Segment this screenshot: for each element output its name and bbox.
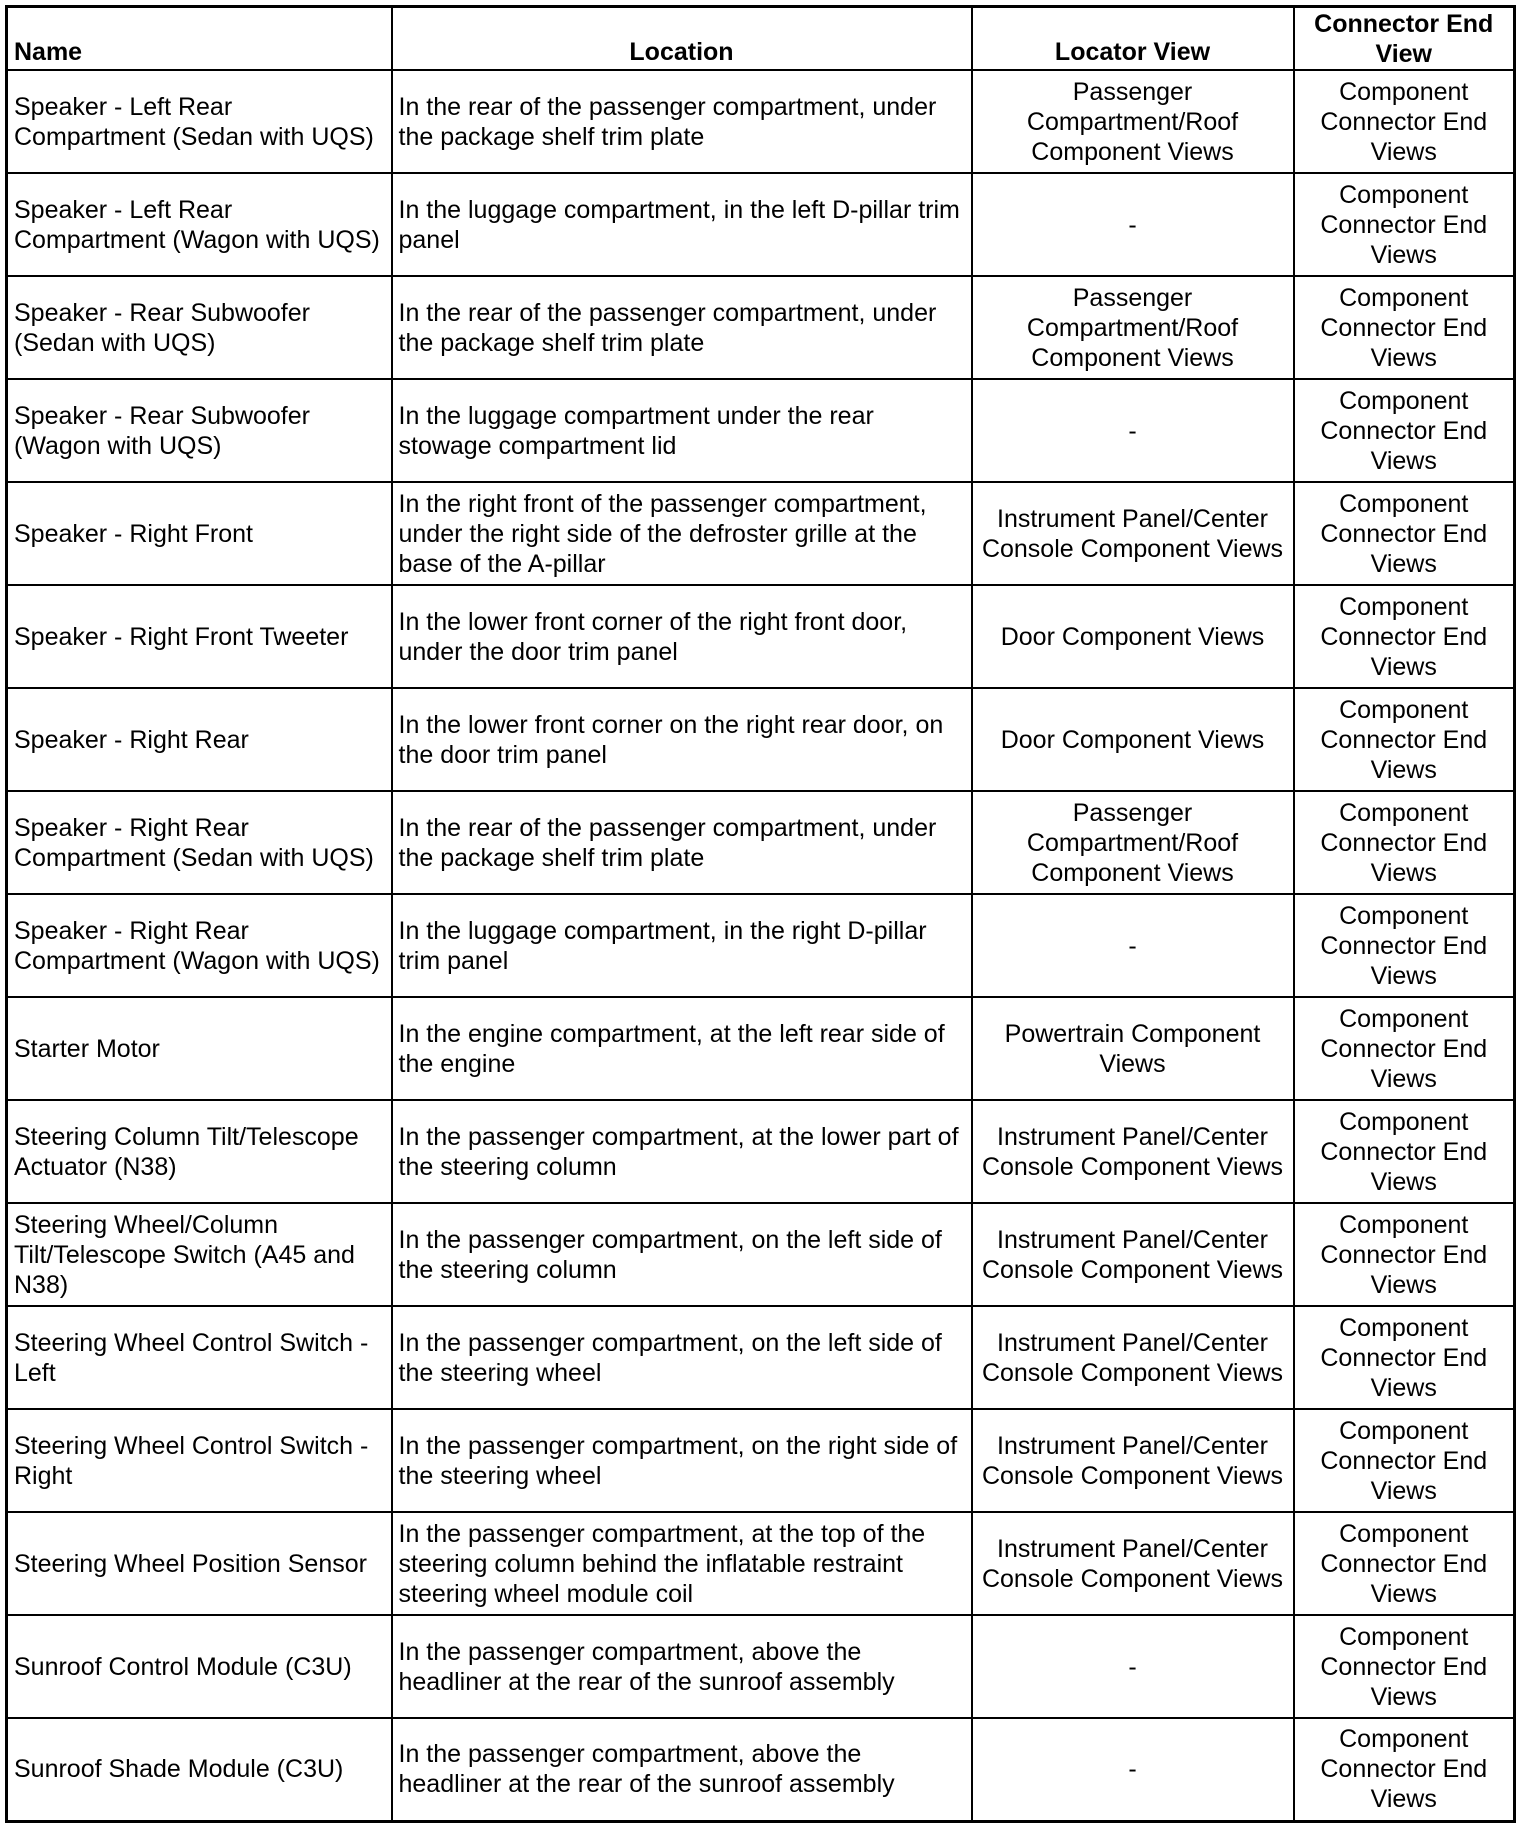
- cell-name: Steering Wheel Control Switch - Left: [7, 1306, 392, 1409]
- table-row: [7, 70, 1515, 173]
- cell-location: In the lower front corner on the right rear door, on the door trim panel: [392, 688, 972, 791]
- cell-connector-end-view: Component Connector End Views: [1294, 482, 1515, 585]
- table-row: [7, 688, 1515, 791]
- table-row: [7, 379, 1515, 482]
- table-row: [7, 1203, 1515, 1306]
- cell-name: Sunroof Control Module (C3U): [7, 1615, 392, 1718]
- cell-location: In the rear of the passenger compartment, under the package shelf trim plate: [392, 791, 972, 894]
- cell-locator-view: Powertrain Component Views: [972, 997, 1294, 1100]
- cell-name: Speaker - Left Rear Compartment (Sedan with UQS): [7, 70, 392, 173]
- cell-name: Speaker - Right Rear Compartment (Sedan with UQS): [7, 791, 392, 894]
- cell-connector-end-view: Component Connector End Views: [1294, 379, 1515, 482]
- cell-location: In the rear of the passenger compartment, under the package shelf trim plate: [392, 70, 972, 173]
- cell-connector-end-view: Component Connector End Views: [1294, 894, 1515, 997]
- table-row: [7, 482, 1515, 585]
- header-location: Location: [392, 7, 972, 71]
- cell-location: In the luggage compartment, in the left D-pillar trim panel: [392, 173, 972, 276]
- cell-name: Speaker - Right Rear Compartment (Wagon with UQS): [7, 894, 392, 997]
- table-row: [7, 1100, 1515, 1203]
- cell-locator-view: Door Component Views: [972, 585, 1294, 688]
- cell-connector-end-view: Component Connector End Views: [1294, 1512, 1515, 1615]
- table-row: [7, 894, 1515, 997]
- cell-location: In the luggage compartment, in the right D-pillar trim panel: [392, 894, 972, 997]
- cell-location: In the luggage compartment under the rear stowage compartment lid: [392, 379, 972, 482]
- cell-name: Speaker - Right Front Tweeter: [7, 585, 392, 688]
- cell-locator-view: -: [972, 894, 1294, 997]
- header-connector-end-view: Connector End View: [1294, 7, 1515, 71]
- cell-locator-view: Instrument Panel/Center Console Component Views: [972, 1512, 1294, 1615]
- header-name: Name: [7, 7, 392, 71]
- cell-locator-view: Passenger Compartment/Roof Component Views: [972, 276, 1294, 379]
- table-row: [7, 1409, 1515, 1512]
- cell-location: In the passenger compartment, on the right side of the steering wheel: [392, 1409, 972, 1512]
- cell-connector-end-view: Component Connector End Views: [1294, 1203, 1515, 1306]
- cell-locator-view: -: [972, 379, 1294, 482]
- table-row: [7, 1718, 1515, 1821]
- cell-name: Steering Wheel Position Sensor: [7, 1512, 392, 1615]
- cell-location: In the passenger compartment, at the lower part of the steering column: [392, 1100, 972, 1203]
- cell-locator-view: Instrument Panel/Center Console Component Views: [972, 1100, 1294, 1203]
- cell-name: Speaker - Right Rear: [7, 688, 392, 791]
- cell-locator-view: -: [972, 173, 1294, 276]
- cell-name: Starter Motor: [7, 997, 392, 1100]
- cell-location: In the passenger compartment, on the left side of the steering column: [392, 1203, 972, 1306]
- cell-location: In the right front of the passenger compartment, under the right side of the defroster grille at the base of the A-pillar: [392, 482, 972, 585]
- header-row: [7, 7, 1515, 71]
- cell-connector-end-view: Component Connector End Views: [1294, 70, 1515, 173]
- cell-name: Speaker - Right Front: [7, 482, 392, 585]
- cell-connector-end-view: Component Connector End Views: [1294, 173, 1515, 276]
- cell-locator-view: Passenger Compartment/Roof Component Views: [972, 791, 1294, 894]
- cell-locator-view: Instrument Panel/Center Console Component Views: [972, 1203, 1294, 1306]
- cell-connector-end-view: Component Connector End Views: [1294, 585, 1515, 688]
- cell-location: In the passenger compartment, above the headliner at the rear of the sunroof assembly: [392, 1718, 972, 1821]
- cell-connector-end-view: Component Connector End Views: [1294, 1615, 1515, 1718]
- cell-locator-view: Door Component Views: [972, 688, 1294, 791]
- table-row: [7, 173, 1515, 276]
- cell-name: Sunroof Shade Module (C3U): [7, 1718, 392, 1821]
- cell-locator-view: -: [972, 1718, 1294, 1821]
- cell-name: Speaker - Left Rear Compartment (Wagon with UQS): [7, 173, 392, 276]
- cell-name: Speaker - Rear Subwoofer (Sedan with UQS): [7, 276, 392, 379]
- cell-locator-view: Passenger Compartment/Roof Component Views: [972, 70, 1294, 173]
- cell-locator-view: -: [972, 1615, 1294, 1718]
- table-row: [7, 791, 1515, 894]
- table-row: [7, 585, 1515, 688]
- table-row: [7, 1615, 1515, 1718]
- cell-locator-view: Instrument Panel/Center Console Component Views: [972, 1306, 1294, 1409]
- cell-name: Speaker - Rear Subwoofer (Wagon with UQS): [7, 379, 392, 482]
- table-row: [7, 1306, 1515, 1409]
- cell-connector-end-view: Component Connector End Views: [1294, 688, 1515, 791]
- cell-location: In the passenger compartment, above the headliner at the rear of the sunroof assembly: [392, 1615, 972, 1718]
- cell-connector-end-view: Component Connector End Views: [1294, 1409, 1515, 1512]
- table-row: [7, 1512, 1515, 1615]
- cell-locator-view: Instrument Panel/Center Console Component Views: [972, 1409, 1294, 1512]
- component-locator-table: [5, 5, 1516, 1823]
- cell-location: In the passenger compartment, on the left side of the steering wheel: [392, 1306, 972, 1409]
- cell-connector-end-view: Component Connector End Views: [1294, 1100, 1515, 1203]
- cell-connector-end-view: Component Connector End Views: [1294, 1718, 1515, 1821]
- table-row: [7, 997, 1515, 1100]
- cell-connector-end-view: Component Connector End Views: [1294, 276, 1515, 379]
- cell-locator-view: Instrument Panel/Center Console Component Views: [972, 482, 1294, 585]
- cell-location: In the engine compartment, at the left rear side of the engine: [392, 997, 972, 1100]
- table-row: [7, 276, 1515, 379]
- cell-location: In the passenger compartment, at the top of the steering column behind the inflatable restraint steering wheel module coil: [392, 1512, 972, 1615]
- cell-connector-end-view: Component Connector End Views: [1294, 791, 1515, 894]
- cell-location: In the rear of the passenger compartment, under the package shelf trim plate: [392, 276, 972, 379]
- header-locator-view: Locator View: [972, 7, 1294, 71]
- cell-name: Steering Wheel/Column Tilt/Telescope Switch (A45 and N38): [7, 1203, 392, 1306]
- cell-connector-end-view: Component Connector End Views: [1294, 1306, 1515, 1409]
- cell-connector-end-view: Component Connector End Views: [1294, 997, 1515, 1100]
- cell-name: Steering Column Tilt/Telescope Actuator (N38): [7, 1100, 392, 1203]
- cell-location: In the lower front corner of the right front door, under the door trim panel: [392, 585, 972, 688]
- cell-name: Steering Wheel Control Switch - Right: [7, 1409, 392, 1512]
